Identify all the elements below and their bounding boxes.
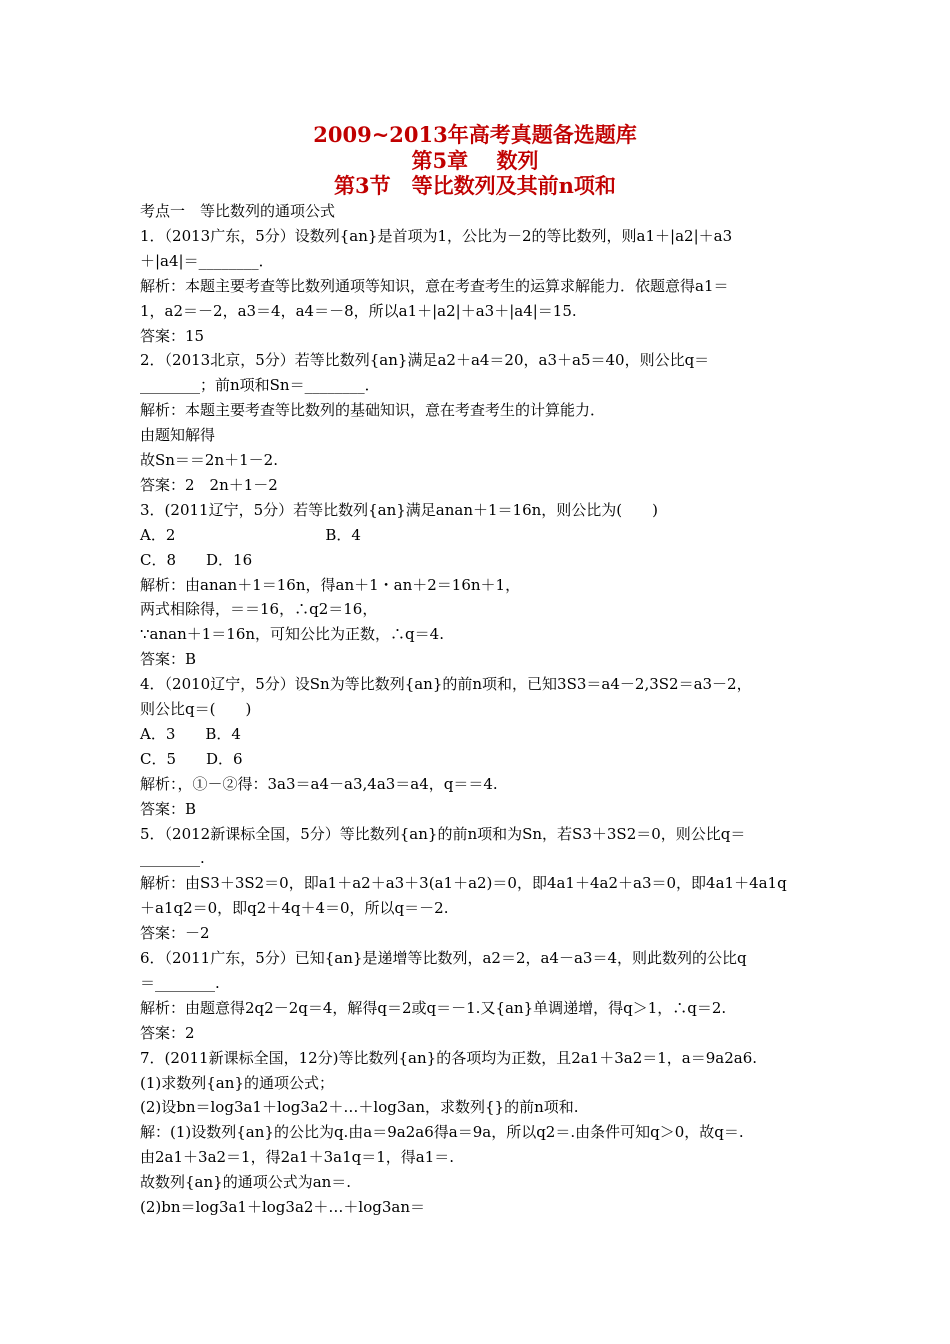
section-title: 第3节 等比数列及其前n项和 — [334, 173, 616, 198]
text-line: ________；前n项和Sn＝________． — [140, 376, 380, 395]
section-heading: 考点一 等比数列的通项公式 — [140, 202, 336, 220]
text-line: 1，a2＝－2，a3＝4，a4＝－8，所以a1＋|a2|＋a3＋|a4|＝15. — [140, 301, 577, 320]
text-line: A．3 B．4 — [140, 724, 241, 743]
text-line: 答案：15 — [140, 326, 205, 345]
text-line: ________. — [140, 849, 205, 868]
text-line: 2．（2013北京，5分）若等比数列{an}满足a2＋a4＝20，a3＋a5＝40，则公比q＝ — [140, 351, 710, 370]
text-line: 7．(2011新课标全国，12分)等比数列{an}的各项均为正数，且2a1＋3a2＝1，a＝9a2a6. — [140, 1048, 758, 1067]
text-line: 解析：由S3＋3S2＝0，即a1＋a2＋a3＋3(a1＋a2)＝0，即4a1＋4a2＋a3＝0，即4a1＋4a1q — [140, 874, 787, 893]
text-line: 答案：－2 — [140, 924, 210, 943]
text-line: (2)设bn＝log3a1＋log3a2＋…＋log3an，求数列{}的前n项和. — [140, 1098, 579, 1117]
text-line: 解：(1)设数列{an}的公比为q.由a＝9a2a6得a＝9a，所以q2＝.由条件可知q＞0，故q＝. — [140, 1123, 744, 1142]
text-line: 由题知解得 — [140, 426, 216, 445]
text-line: ＝________. — [140, 973, 220, 992]
text-line: ∵anan＋1＝16n，可知公比为正数，∴q＝4. — [140, 625, 444, 644]
text-line: ＋|a4|＝________． — [140, 251, 274, 270]
text-line: 答案：B — [140, 799, 197, 818]
text-line: 则公比q＝( ) — [140, 700, 252, 718]
text-line: 由2a1＋3a2＝1，得2a1＋3a1q＝1，得a1＝. — [140, 1148, 455, 1167]
text-line: 1．（2013广东，5分）设数列{an}是首项为1，公比为－2的等比数列，则a1＋|a2|＋a3 — [140, 226, 733, 245]
text-line: (1)求数列{an}的通项公式； — [140, 1073, 334, 1092]
text-line: 解析：由题意得2q2－2q＝4，解得q＝2或q＝－1.又{an}单调递增，得q＞1，∴q＝2. — [140, 998, 727, 1017]
text-line: 故数列{an}的通项公式为an＝. — [140, 1173, 352, 1192]
text-line: 解析：本题主要考查等比数列的基础知识，意在考查考生的计算能力． — [140, 401, 606, 420]
text-line: C．8 D．16 — [140, 550, 253, 569]
text-line: 答案：B — [140, 650, 197, 669]
text-line: 解析：本题主要考查等比数列通项等知识，意在考查考生的运算求解能力．依题意得a1＝ — [140, 276, 729, 295]
text-line: 5．（2012新课标全国，5分）等比数列{an}的前n项和为Sn，若S3＋3S2＝0，则公比q＝ — [140, 824, 746, 843]
doc-title: 2009~2013年高考真题备选题库 — [313, 122, 637, 147]
text-line: 解析：，①－②得：3a3＝a4－a3,4a3＝a4，q＝＝4. — [140, 774, 498, 793]
text-line: (2)bn＝log3a1＋log3a2＋…＋log3an＝ — [140, 1198, 426, 1216]
text-line: 4．（2010辽宁，5分）设Sn为等比数列{an}的前n项和，已知3S3＝a4－2,3S2＝a3－2， — [140, 675, 752, 694]
text-line: 答案：2 2n＋1－2 — [140, 475, 278, 494]
chapter-title: 第5章 数列 — [411, 148, 539, 173]
text-line: 3．(2011辽宁，5分）若等比数列{an}满足anan＋1＝16n，则公比为( ) — [140, 500, 659, 519]
text-line: 答案：2 — [140, 1023, 195, 1042]
text-line: C．5 D．6 — [140, 749, 243, 768]
text-line: 两式相除得，＝＝16，∴q2＝16， — [140, 600, 378, 619]
text-line: 6．（2011广东，5分）已知{an}是递增等比数列，a2＝2，a4－a3＝4，则此数列的公比q — [140, 949, 747, 967]
text-line: 解析：由anan＋1＝16n，得an＋1・an＋2＝16n＋1， — [140, 575, 521, 594]
text-line: A．2 B．4 — [140, 525, 361, 544]
text-line: 故Sn＝＝2n＋1－2. — [140, 451, 278, 469]
text-line: ＋a1q2＝0，即q2＋4q＋4＝0，所以q＝－2. — [140, 899, 449, 918]
